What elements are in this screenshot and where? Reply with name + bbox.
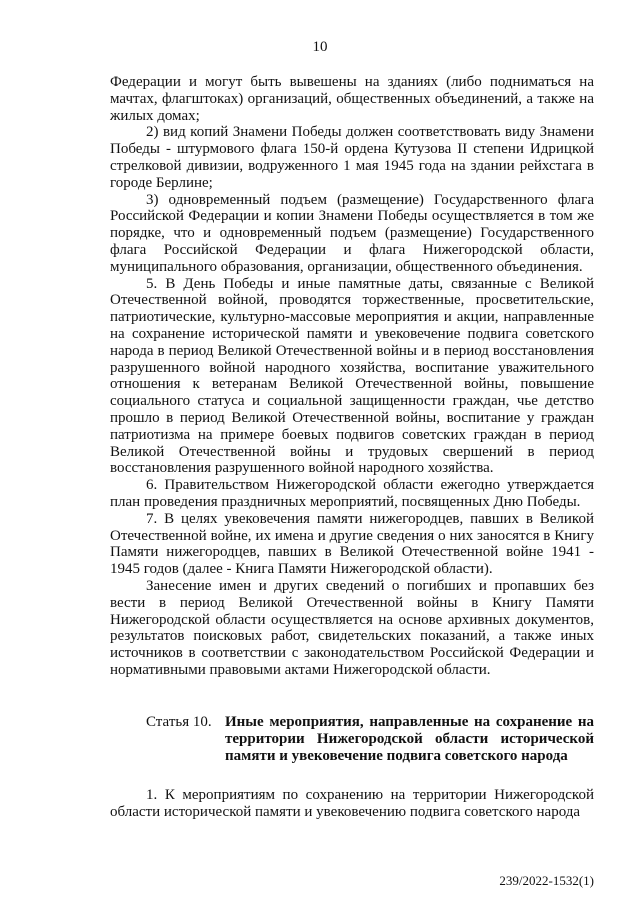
paragraph: Федерации и могут быть вывешены на зданиях (либо подниматься на мачтах, флагштоках) организаций, общественных объединений, а также на жилых домах; [110, 74, 594, 124]
paragraph: 5. В День Победы и иные памятные даты, связанные с Великой Отечественной войной, проводятся торжественные, просветительские, патриотические, культурно-массовые мероприятия и акции, направленные на сохранение исторической памяти и увековечение подвига советского народа в период Великой Отечественной войны и в период восстановления разрушенного войной народного хозяйства, воспитание уважительного отношения к ветеранам Великой Отечественной войны, повышение социального статуса и социальной защищенности граждан, чье детство прошло в период Великой Отечественной войны, воспитание у граждан патриотизма на примере боевых подвигов советских граждан в период Великой Отечественной войны и трудовых свершений в период восстановления разрушенного войной народного хозяйства. [110, 275, 594, 477]
paragraph: 6. Правительством Нижегородской области ежегодно утверждается план проведения праздничных мероприятий, посвященных Дню Победы. [110, 477, 594, 510]
paragraph: 2) вид копий Знамени Победы должен соответствовать виду Знамени Победы - штурмового флага 150-й ордена Кутузова II степени Идрицкой стрелковой дивизии, водруженного 1 мая 1945 года на здании рейхстага в городе Берлине; [110, 124, 594, 191]
paragraph: 1. К мероприятиям по сохранению на территории Нижегородской области исторической памяти и увековечению подвига советского народа [110, 787, 594, 820]
paragraph: Занесение имен и других сведений о погибших и пропавших без вести в период Великой Отечественной войны в Книгу Памяти Нижегородской области осуществляется на основе архивных документов, результатов поисковых работ, свидетельских показаний, а также иных источников в соответствии с законодательством Российской Федерации и нормативными правовыми актами Нижегородской области. [110, 577, 594, 678]
article-label: Статья 10. [146, 714, 212, 730]
paragraph: 3) одновременный подъем (размещение) Государственного флага Российской Федерации и копии Знамени Победы осуществляется в том же порядке, что и одновременный подъем (размещение) Государственного флага Российской Федерации и флага Нижегородской области, муниципального образования, организации, общественного объединения. [110, 191, 594, 275]
page-number: 10 [312, 39, 328, 55]
document-code: 239/2022-1532(1) [499, 873, 594, 888]
article-heading [110, 714, 594, 764]
article-body [110, 787, 594, 821]
article-title: Иные мероприятия, направленные на сохранение на территории Нижегородской области исторической памяти и увековечение подвига советского народа [225, 714, 594, 764]
paragraph: 7. В целях увековечения памяти нижегородцев, павших в Великой Отечественной войне, их имена и другие сведения о них заносятся в Книгу Памяти нижегородцев, павших в Великой Отечественной войне 1941 - 1945 годов (далее - Книга Памяти Нижегородской области). [110, 510, 594, 578]
body-text [110, 74, 594, 679]
